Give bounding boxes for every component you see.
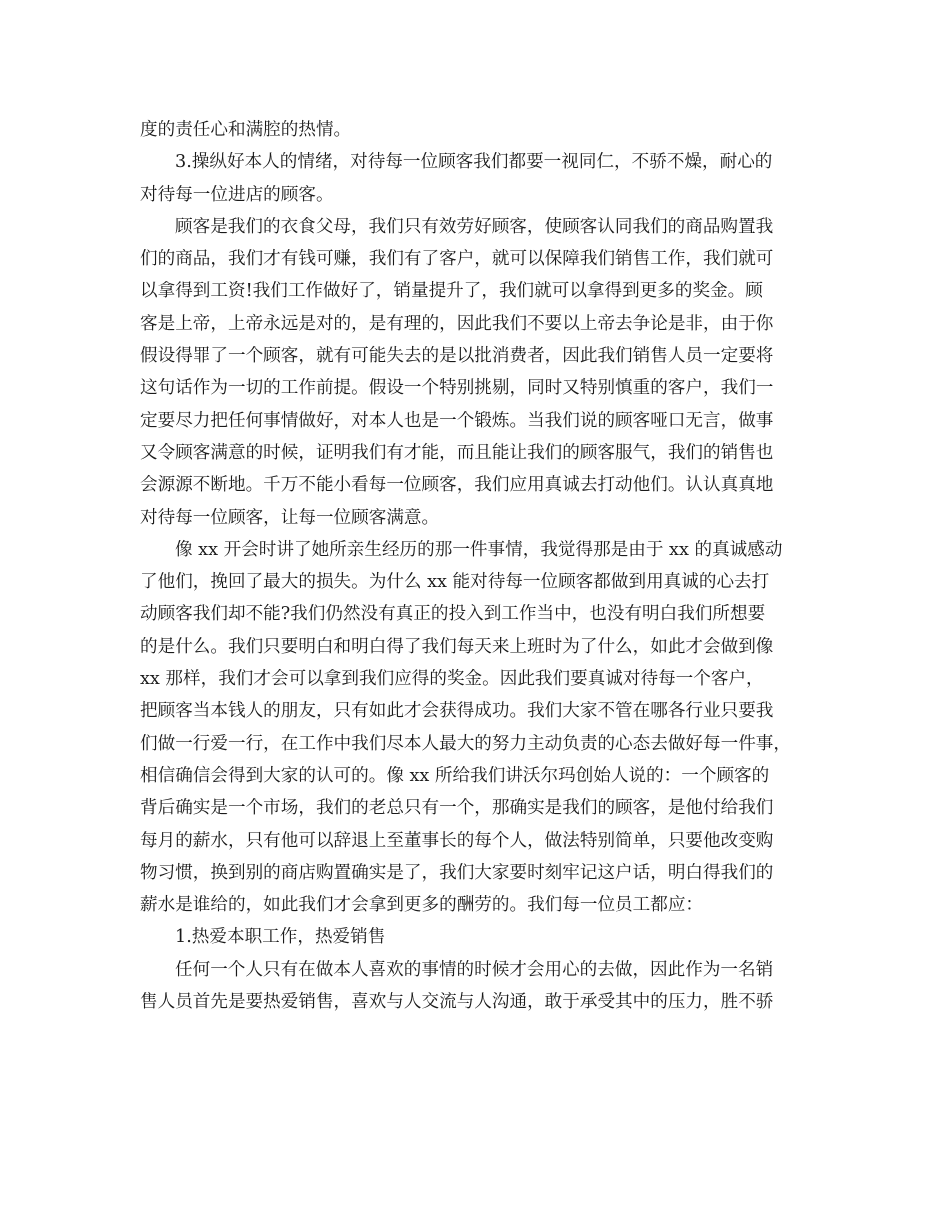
text-line: 假设得罪了一个顾客，就有可能失去的是以批消费者，因此我们销售人员一定要将 xyxy=(140,346,774,367)
text-line: 了他们，挽回了最大的损失。为什么 xx 能对待每一位顾客都做到用真诚的心去打 xyxy=(140,572,770,593)
text-line: 度的责任心和满腔的热情。 xyxy=(140,120,352,140)
text-line: 对待每一位顾客，让每一位顾客满意。 xyxy=(140,507,440,528)
text-line: 会源源不断地。千万不能小看每一位顾客，我们应用真诚去打动他们。认认真真地 xyxy=(140,475,774,496)
text-line: 定要尽力把任何事情做好，对本人也是一个锻炼。当我们说的顾客哑口无言，做事 xyxy=(140,410,774,431)
text-line: 动顾客我们却不能?我们仍然没有真正的投入到工作当中，也没有明白我们所想要 xyxy=(140,604,766,625)
text-line: 把顾客当本钱人的朋友，只有如此才会获得成功。我们大家不管在哪各行业只要我 xyxy=(140,701,774,722)
text-line: 售人员首先是要热爱销售，喜欢与人交流与人沟通，敢于承受其中的压力，胜不骄 xyxy=(140,992,774,1013)
text-line: 像 xx 开会时讲了她所亲生经历的那一件事情，我觉得那是由于 xx 的真诚感动 xyxy=(175,539,783,560)
text-line: xx 那样，我们才会可以拿到我们应得的奖金。因此我们要真诚对待每一个客户， xyxy=(140,669,764,690)
text-line: 客是上帝，上帝永远是对的，是有理的，因此我们不要以上帝去争论是非，由于你 xyxy=(140,313,774,334)
text-line: 3.操纵好本人的情绪，对待每一位顾客我们都要一视同仁，不骄不燥，耐心的 xyxy=(175,152,773,173)
text-line: 们的商品，我们才有钱可赚，我们有了客户，就可以保障我们销售工作，我们就可 xyxy=(140,249,774,270)
text-line: 任何一个人只有在做本人喜欢的事情的时候才会用心的去做，因此作为一名销 xyxy=(175,959,774,980)
text-line: 对待每一位进店的顾客。 xyxy=(140,184,334,205)
text-line: 以拿得到工资!我们工作做好了，销量提升了，我们就可以拿得到更多的奖金。顾 xyxy=(140,281,763,302)
text-line: 1.热爱本职工作，热爱销售 xyxy=(175,927,386,948)
text-line: 们做一行爱一行，在工作中我们尽本人最大的努力主动负责的心态去做好每一件事， xyxy=(140,733,791,754)
text-line: 这句话作为一切的工作前提。假设一个特别挑剔，同时又特别慎重的客户，我们一 xyxy=(140,378,774,399)
text-line: 又令顾客满意的时候，证明我们有才能，而且能让我们的顾客服气，我们的销售也 xyxy=(140,442,774,463)
text-line: 物习惯，换到别的商店购置确实是了，我们大家要时刻牢记这户话，明白得我们的 xyxy=(140,862,774,883)
text-line: 的是什么。我们只要明白和明白得了我们每天来上班时为了什么，如此才会做到像 xyxy=(140,636,774,657)
text-line: 背后确实是一个市场，我们的老总只有一个，那确实是我们的顾客，是他付给我们 xyxy=(140,798,774,819)
body-text xyxy=(140,114,812,1018)
text-line: 相信确信会得到大家的认可的。像 xx 所给我们讲沃尔玛创始人说的：一个顾客的 xyxy=(140,765,770,786)
text-line: 顾客是我们的衣食父母，我们只有效劳好顾客，使顾客认同我们的商品购置我 xyxy=(175,216,774,237)
text-line: 每月的薪水，只有他可以辞退上至董事长的每个人，做法特别简单，只要他改变购 xyxy=(140,830,774,851)
text-line: 薪水是谁给的，如此我们才会拿到更多的酬劳的。我们每一位员工都应： xyxy=(140,895,704,916)
